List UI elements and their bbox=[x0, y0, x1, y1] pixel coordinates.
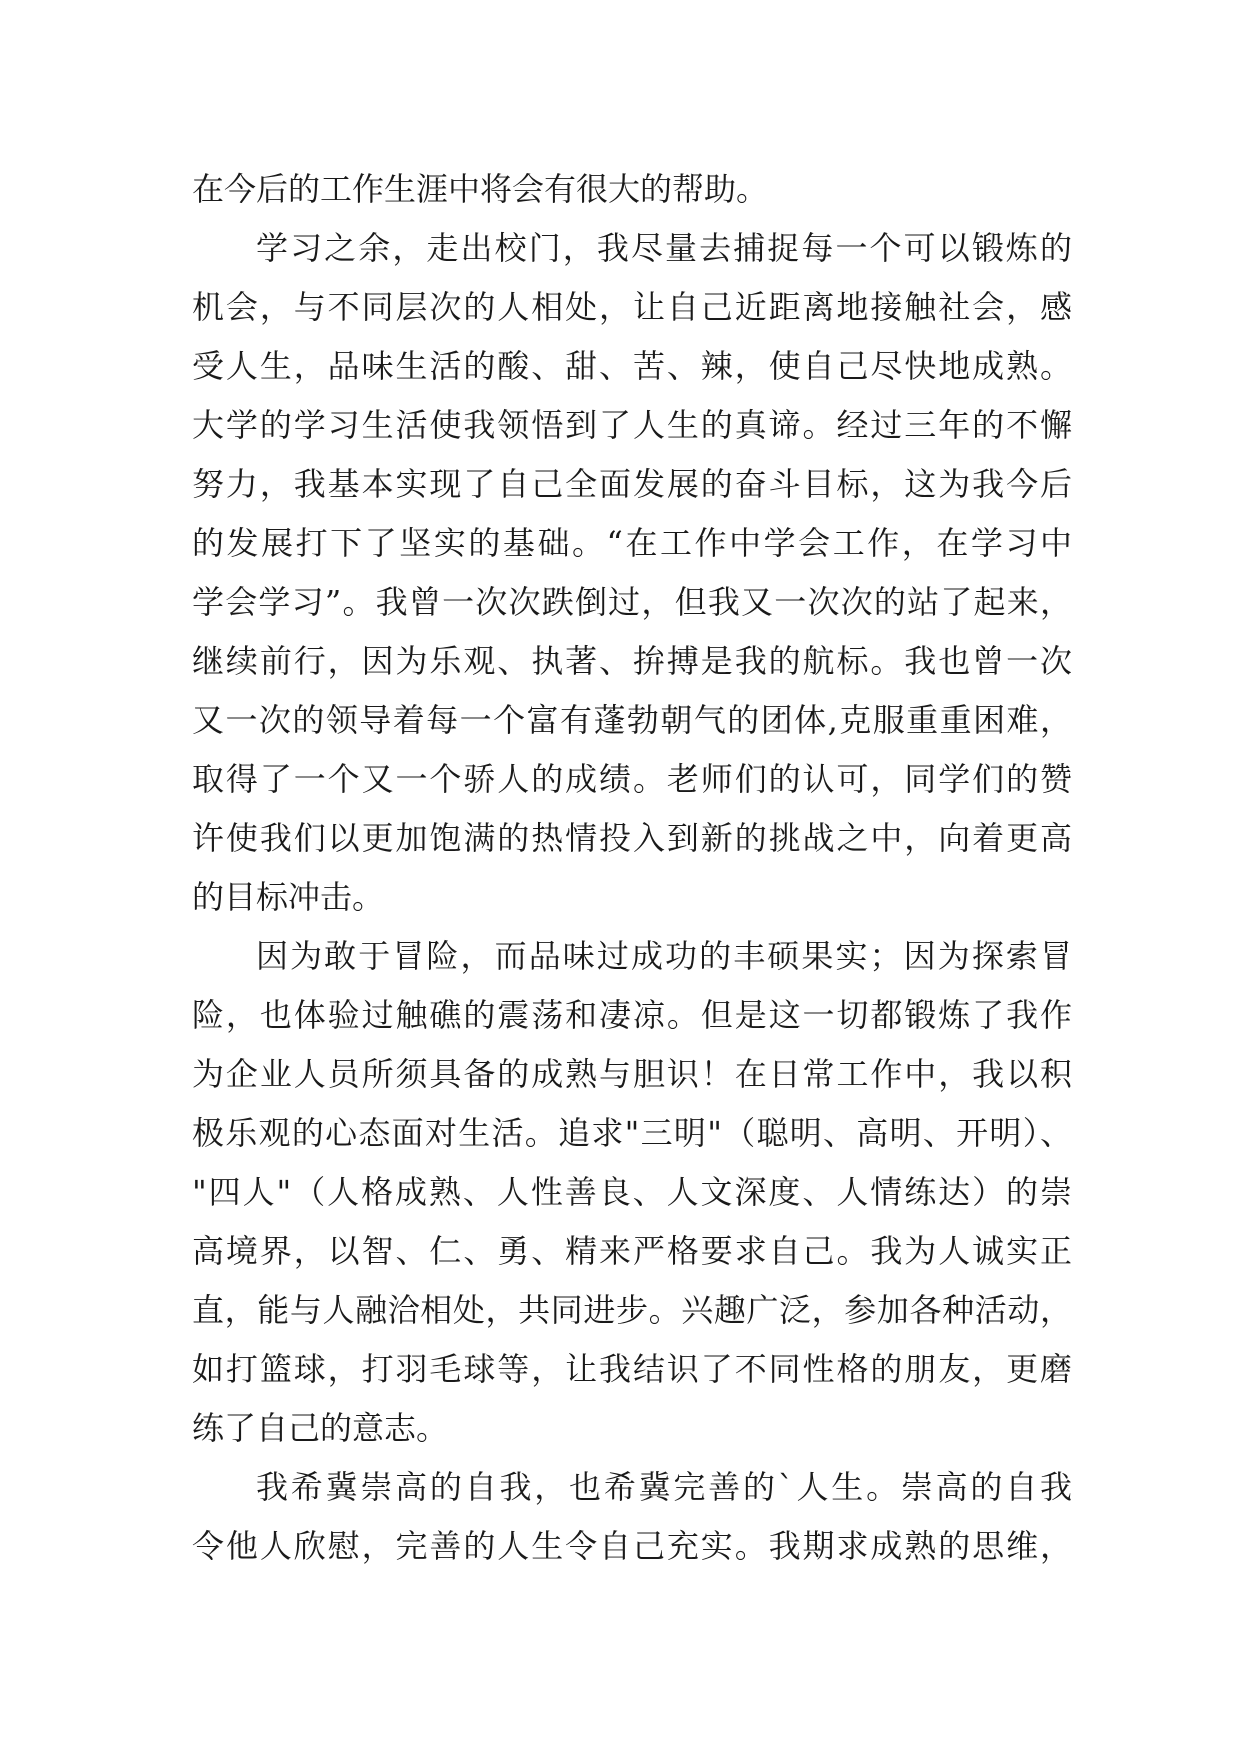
text-line: 的发展打下了坚实的基础。“在工作中学会工作，在学习中 bbox=[192, 524, 1072, 562]
text-line: 的目标冲击。 bbox=[192, 878, 385, 916]
text-line: 令他人欣慰，完善的人生令自己充实。我期求成熟的思维， bbox=[192, 1527, 1072, 1565]
document-body bbox=[192, 160, 1072, 1576]
text-line: 许使我们以更加饱满的热情投入到新的挑战之中，向着更高 bbox=[192, 819, 1072, 857]
text-line: 在今后的工作生涯中将会有很大的帮助。 bbox=[192, 170, 769, 208]
text-line: 我希冀崇高的自我，也希冀完善的`人生。崇高的自我 bbox=[256, 1468, 1072, 1506]
text-line: 继续前行，因为乐观、执著、拚搏是我的航标。我也曾一次 bbox=[192, 642, 1072, 680]
text-line: 机会，与不同层次的人相处，让自己近距离地接触社会，感 bbox=[192, 288, 1072, 326]
text-line: 大学的学习生活使我领悟到了人生的真谛。经过三年的不懈 bbox=[192, 406, 1072, 444]
text-line: 为企业人员所须具备的成熟与胆识！在日常工作中，我以积 bbox=[192, 1055, 1072, 1093]
text-line: 取得了一个又一个骄人的成绩。老师们的认可，同学们的赞 bbox=[192, 760, 1072, 798]
text-line: 受人生，品味生活的酸、甜、苦、辣，使自己尽快地成熟。 bbox=[192, 347, 1072, 385]
text-line: 险，也体验过触礁的震荡和凄凉。但是这一切都锻炼了我作 bbox=[192, 996, 1072, 1034]
text-line: 又一次的领导着每一个富有蓬勃朝气的团体,克服重重困难， bbox=[192, 701, 1072, 739]
text-line: 练了自己的意志。 bbox=[192, 1409, 449, 1447]
text-line: 高境界，以智、仁、勇、精来严格要求自己。我为人诚实正 bbox=[192, 1232, 1072, 1270]
text-line: 直，能与人融洽相处，共同进步。兴趣广泛，参加各种活动， bbox=[192, 1291, 1072, 1329]
text-line: 极乐观的心态面对生活。追求"三明"（聪明、高明、开明）、 bbox=[192, 1114, 1072, 1152]
text-line: 学习之余，走出校门，我尽量去捕捉每一个可以锻炼的 bbox=[256, 229, 1072, 267]
text-line: 学会学习”。我曾一次次跌倒过，但我又一次次的站了起来， bbox=[192, 583, 1072, 621]
text-line: 如打篮球，打羽毛球等，让我结识了不同性格的朋友，更磨 bbox=[192, 1350, 1072, 1388]
text-line: "四人"（人格成熟、人性善良、人文深度、人情练达）的崇 bbox=[192, 1173, 1072, 1211]
text-line: 努力，我基本实现了自己全面发展的奋斗目标，这为我今后 bbox=[192, 465, 1072, 503]
text-line: 因为敢于冒险，而品味过成功的丰硕果实；因为探索冒 bbox=[256, 937, 1072, 975]
